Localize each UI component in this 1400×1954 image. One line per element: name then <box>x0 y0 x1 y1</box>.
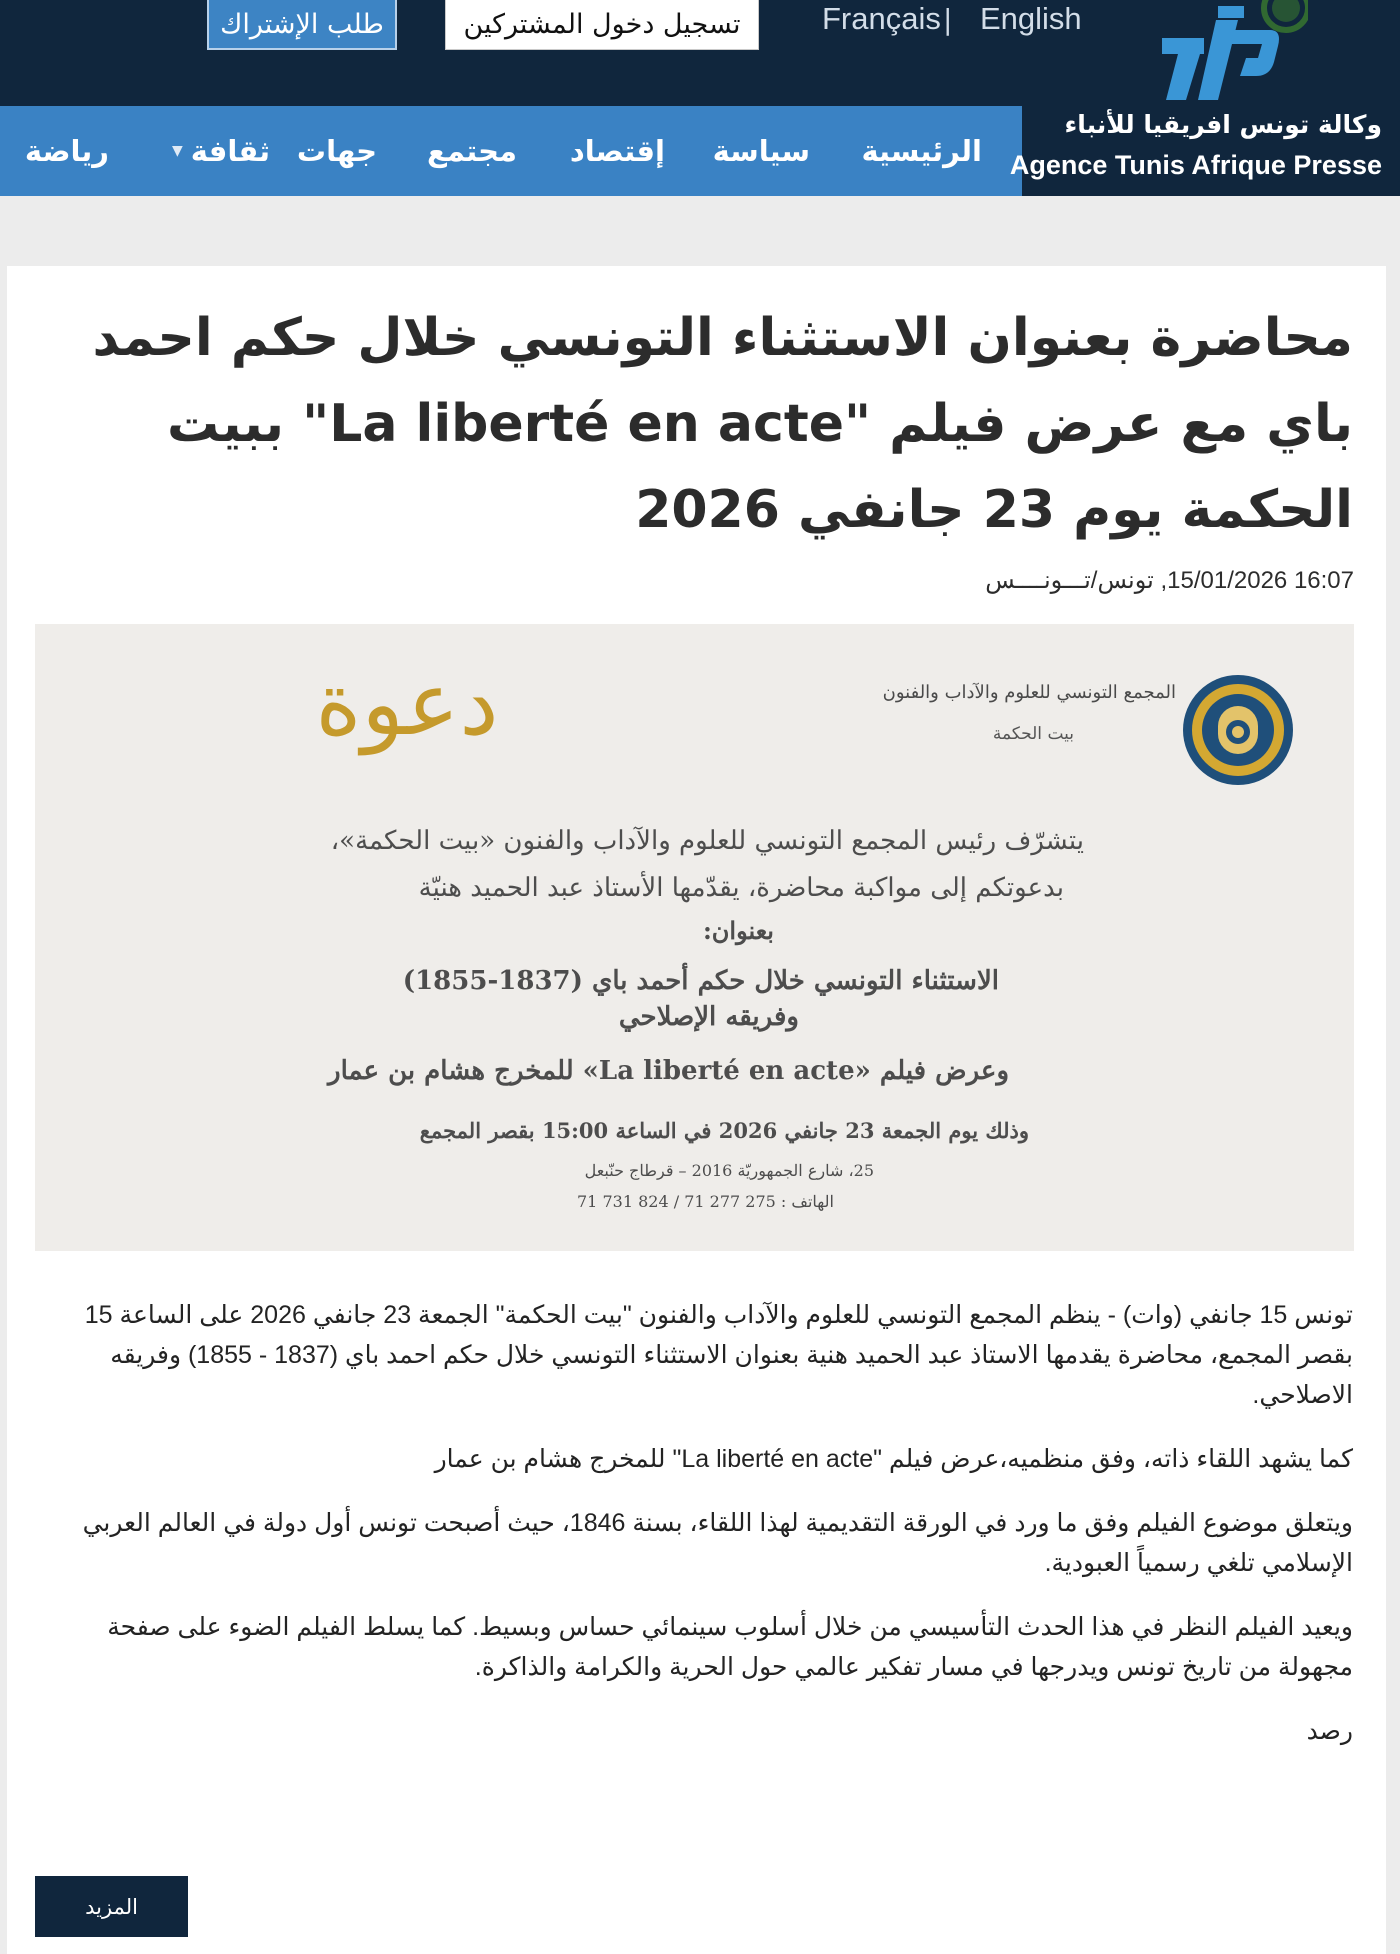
article-paragraph: ويتعلق موضوع الفيلم وفق ما ورد في الورقة التقديمية لهذا اللقاء، بسنة 1846، حيث أصبحت تونس أول دولة في العالم العربي الإسلامي تلغي رسمياً العبودية. <box>82 1509 1353 1577</box>
nav-item-culture-label: ثقافة <box>190 134 270 168</box>
nav-item-culture[interactable] <box>172 106 270 196</box>
language-separator: | <box>943 2 953 36</box>
more-button[interactable]: المزيد <box>35 1876 188 1937</box>
article-paragraph: كما يشهد اللقاء ذاته، وفق منظميه،عرض فيلم "La liberté en acte" للمخرج هشام بن عمار <box>434 1445 1353 1473</box>
subscriber-login-button[interactable]: تسجيل دخول المشتركين <box>445 0 759 50</box>
invitation-line-4: الاستثناء التونسي خلال حكم أحمد باي (1837-1855) <box>402 966 999 996</box>
article-location: , تونس/تـــونــــس <box>985 567 1168 594</box>
invitation-house-name: بيت الحكمة <box>992 724 1074 744</box>
article-date: 15/01/2026 16:07 <box>1167 567 1354 594</box>
top-bar <box>0 0 1400 106</box>
nav-item-politics[interactable]: سياسة <box>712 134 810 168</box>
invitation-line-6: وعرض فيلم «La liberté en acte» للمخرج هشام بن عمار <box>328 1056 1009 1086</box>
article-body <box>35 1295 1353 1775</box>
article-dateline <box>985 566 1354 595</box>
invitation-line-2: بدعوتكم إلى مواكبة محاضرة، يقدّمها الأستاذ عبد الحميد هنيّة <box>418 873 1064 903</box>
nav-item-regions[interactable]: جهات <box>296 134 377 168</box>
nav-item-sports[interactable]: رياضة <box>24 134 109 168</box>
nav-item-home[interactable]: الرئيسية <box>861 134 982 168</box>
invitation-line-9: الهاتف : 275 277 71 / 824 731 71 <box>577 1192 834 1211</box>
invitation-line-8: 25، شارع الجمهوريّة 2016 – قرطاج حنّبعل <box>584 1161 874 1180</box>
logo-area[interactable] <box>1009 106 1400 196</box>
invitation-org-name: المجمع التونسي للعلوم والآداب والفنون <box>882 682 1176 703</box>
invitation-title: دعوة <box>315 652 499 755</box>
invitation-line-5: وفريقه الإصلاحي <box>618 1002 799 1032</box>
tap-logo-icon[interactable] <box>1158 0 1308 106</box>
main-navigation <box>0 106 1022 196</box>
article-paragraph: ويعيد الفيلم النظر في هذا الحدث التأسيسي من خلال أسلوب سينمائي حساس وبسيط. كما يسلط الفيلم الضوء على صفحة مجهولة من تاريخ تونس ويدرجها في مسار تفكير عالمي حول الحرية والكرامة والذاكرة. <box>107 1613 1353 1681</box>
logo-arabic-text: وكالة تونس افريقيا للأنباء <box>1064 110 1382 139</box>
nav-item-economy[interactable]: إقتصاد <box>569 134 665 168</box>
language-english-link[interactable]: English <box>980 1 1082 36</box>
invitation-line-3: بعنوان: <box>702 916 774 945</box>
academy-seal-icon <box>1180 672 1296 788</box>
invitation-image <box>35 624 1354 1251</box>
invitation-line-7: وذلك يوم الجمعة 23 جانفي 2026 في الساعة 15:00 بقصر المجمع <box>419 1118 1029 1143</box>
chevron-down-icon: ▼ <box>171 143 183 159</box>
invitation-line-1: يتشرّف رئيس المجمع التونسي للعلوم والآداب والفنون «بيت الحكمة»، <box>330 826 1084 856</box>
article-title: محاضرة بعنوان الاستثناء التونسي خلال حكم احمد باي مع عرض فيلم "La liberté en acte" ببيت الحكمة يوم 23 جانفي 2026 <box>92 308 1353 540</box>
language-french-link[interactable]: Français <box>822 1 941 36</box>
logo-french-text: Agence Tunis Afrique Presse <box>1009 150 1382 180</box>
subscribe-button[interactable]: طلب الإشتراك <box>207 0 397 50</box>
article-source: رصد <box>1306 1717 1353 1745</box>
article-paragraph: تونس 15 جانفي (وات) - ينظم المجمع التونسي للعلوم والآداب والفنون "بيت الحكمة" الجمعة 23 جانفي 2026 على الساعة 15 بقصر المجمع، محاضرة يقدمها الاستاذ عبد الحميد هنية بعنوان الاستثناء التونسي خلال حكم احمد باي (1837 - 1855) وفريقه الاصلاحي. <box>84 1301 1353 1409</box>
nav-item-society[interactable]: مجتمع <box>427 134 517 168</box>
